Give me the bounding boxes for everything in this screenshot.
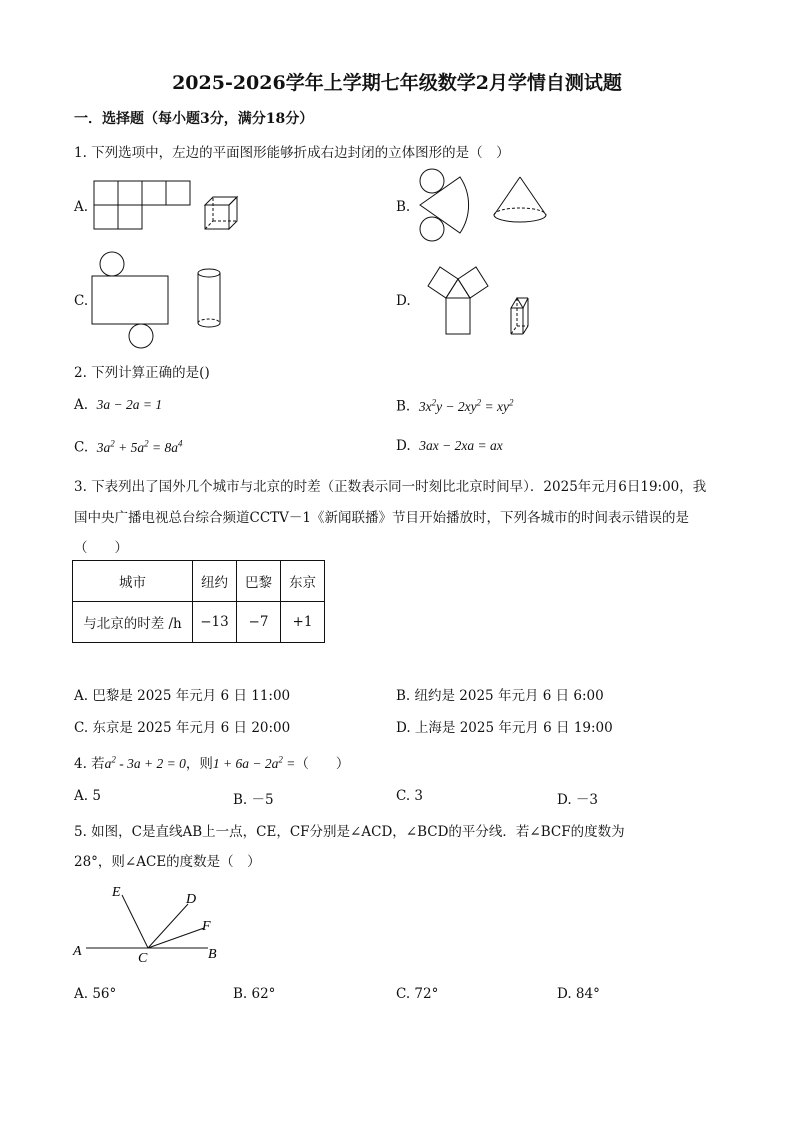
q1-option-b-net-figure [410, 165, 570, 247]
q3-stem-line2: 国中央广播电视总台综合频道CCTV－1《新闻联播》节目开始播放时，下列各城市的时间表示错误的是 [74, 510, 690, 526]
q2-option-d [396, 438, 503, 454]
label-c: C [138, 951, 148, 966]
table-cell: 巴黎 [237, 561, 281, 602]
label-e: E [112, 885, 121, 900]
q5-angle-diagram [68, 878, 238, 970]
q4-option-c: C. 3 [396, 788, 424, 804]
table-cell: 城市 [73, 561, 193, 602]
q1-option-c-net-figure [90, 250, 240, 346]
q3-option-a: A. 巴黎是 2025 年元月 6 日 11:00 [74, 688, 291, 704]
q4-stem-suffix: （ ） [295, 756, 350, 772]
q1-option-d-label: D. [396, 293, 411, 309]
q3-option-b: B. 纽约是 2025 年元月 6 日 6:00 [396, 688, 604, 704]
table-cell: 纽约 [193, 561, 237, 602]
q5-option-c: C. 72° [396, 986, 439, 1002]
table-header-row [73, 561, 325, 602]
q4-stem-prefix: 4. 若 [74, 756, 105, 772]
q1-option-d-net-figure [414, 262, 554, 338]
q2-option-a-expr: 3a − 2a = 1 [96, 397, 163, 412]
q1-option-a-net-figure [90, 178, 250, 234]
q5-stem-line1: 5. 如图，C是直线AB上一点，CE，CF分别是∠ACD，∠BCD的平分线．若∠BCF的度数为 [74, 824, 625, 840]
q5-stem-line2: 28°，则∠ACE的度数是（ ） [74, 854, 261, 870]
q2-option-c-expr: $3a^2 + 5a^2 = 8a^4$ [96, 438, 183, 455]
q4-option-a: A. 5 [74, 788, 101, 804]
q4-option-d: D. －3 [557, 792, 599, 808]
q1-option-c-label: C. [74, 293, 89, 309]
q2-option-b-label: B. [396, 398, 411, 415]
label-f: F [202, 919, 211, 934]
ray-cd [148, 904, 188, 948]
q3-stem-line3: （ ） [74, 540, 128, 556]
q5-option-b: B. 62° [233, 986, 276, 1002]
q2-option-b-expr: $3x^2y - 2xy^2 = xy^2$ [418, 397, 514, 414]
q2-option-d-expr: 3ax − 2xa = ax [419, 438, 503, 453]
timezone-table [72, 560, 325, 643]
q1-option-a-label: A. [74, 199, 89, 215]
q2-option-d-label: D. [396, 438, 411, 454]
q2-option-a-label: A. [74, 397, 89, 413]
table-cell: 东京 [281, 561, 325, 602]
page-title: 2025-2026学年上学期七年级数学2月学情自测试题 [172, 72, 622, 94]
label-d: D [186, 892, 197, 907]
q4-stem [74, 752, 349, 772]
table-row [73, 602, 325, 643]
q4-stem-mid: ，则 [185, 756, 213, 772]
table-cell: −13 [193, 602, 237, 643]
ray-cf [148, 928, 204, 948]
ray-ce [122, 895, 148, 948]
q3-option-d: D. 上海是 2025 年元月 6 日 19:00 [396, 720, 613, 736]
q2-option-b [396, 397, 514, 415]
table-cell: −7 [237, 602, 281, 643]
q3-stem-line1: 3. 下表列出了国外几个城市与北京的时差（正数表示同一时刻比北京时间早）．2025年元月6日19:00，我 [74, 479, 707, 495]
q4-target-expr: $1 + 6a - 2a^2$ = [212, 754, 296, 771]
q1-option-b-label: B. [396, 199, 411, 215]
q5-option-d: D. 84° [557, 986, 600, 1002]
q4-condition-expr: $a^2 - 3a + 2 = 0$ [104, 754, 186, 771]
table-cell: 与北京的时差 /h [73, 602, 193, 643]
q5-option-a: A. 56° [74, 986, 117, 1002]
q2-option-a [74, 397, 162, 413]
q2-option-c-label: C. [74, 439, 89, 456]
table-cell: +1 [281, 602, 325, 643]
q2-stem: 2. 下列计算正确的是() [74, 365, 210, 381]
q2-option-c [74, 438, 182, 456]
q3-option-c: C. 东京是 2025 年元月 6 日 20:00 [74, 720, 291, 736]
section-heading: 一．选择题（每小题3分，满分18分） [74, 111, 314, 127]
q1-stem: 1. 下列选项中，左边的平面图形能够折成右边封闭的立体图形的是（ ） [74, 145, 510, 161]
label-a: A [73, 944, 82, 959]
label-b: B [208, 947, 217, 962]
q4-option-b: B. －5 [233, 792, 274, 808]
